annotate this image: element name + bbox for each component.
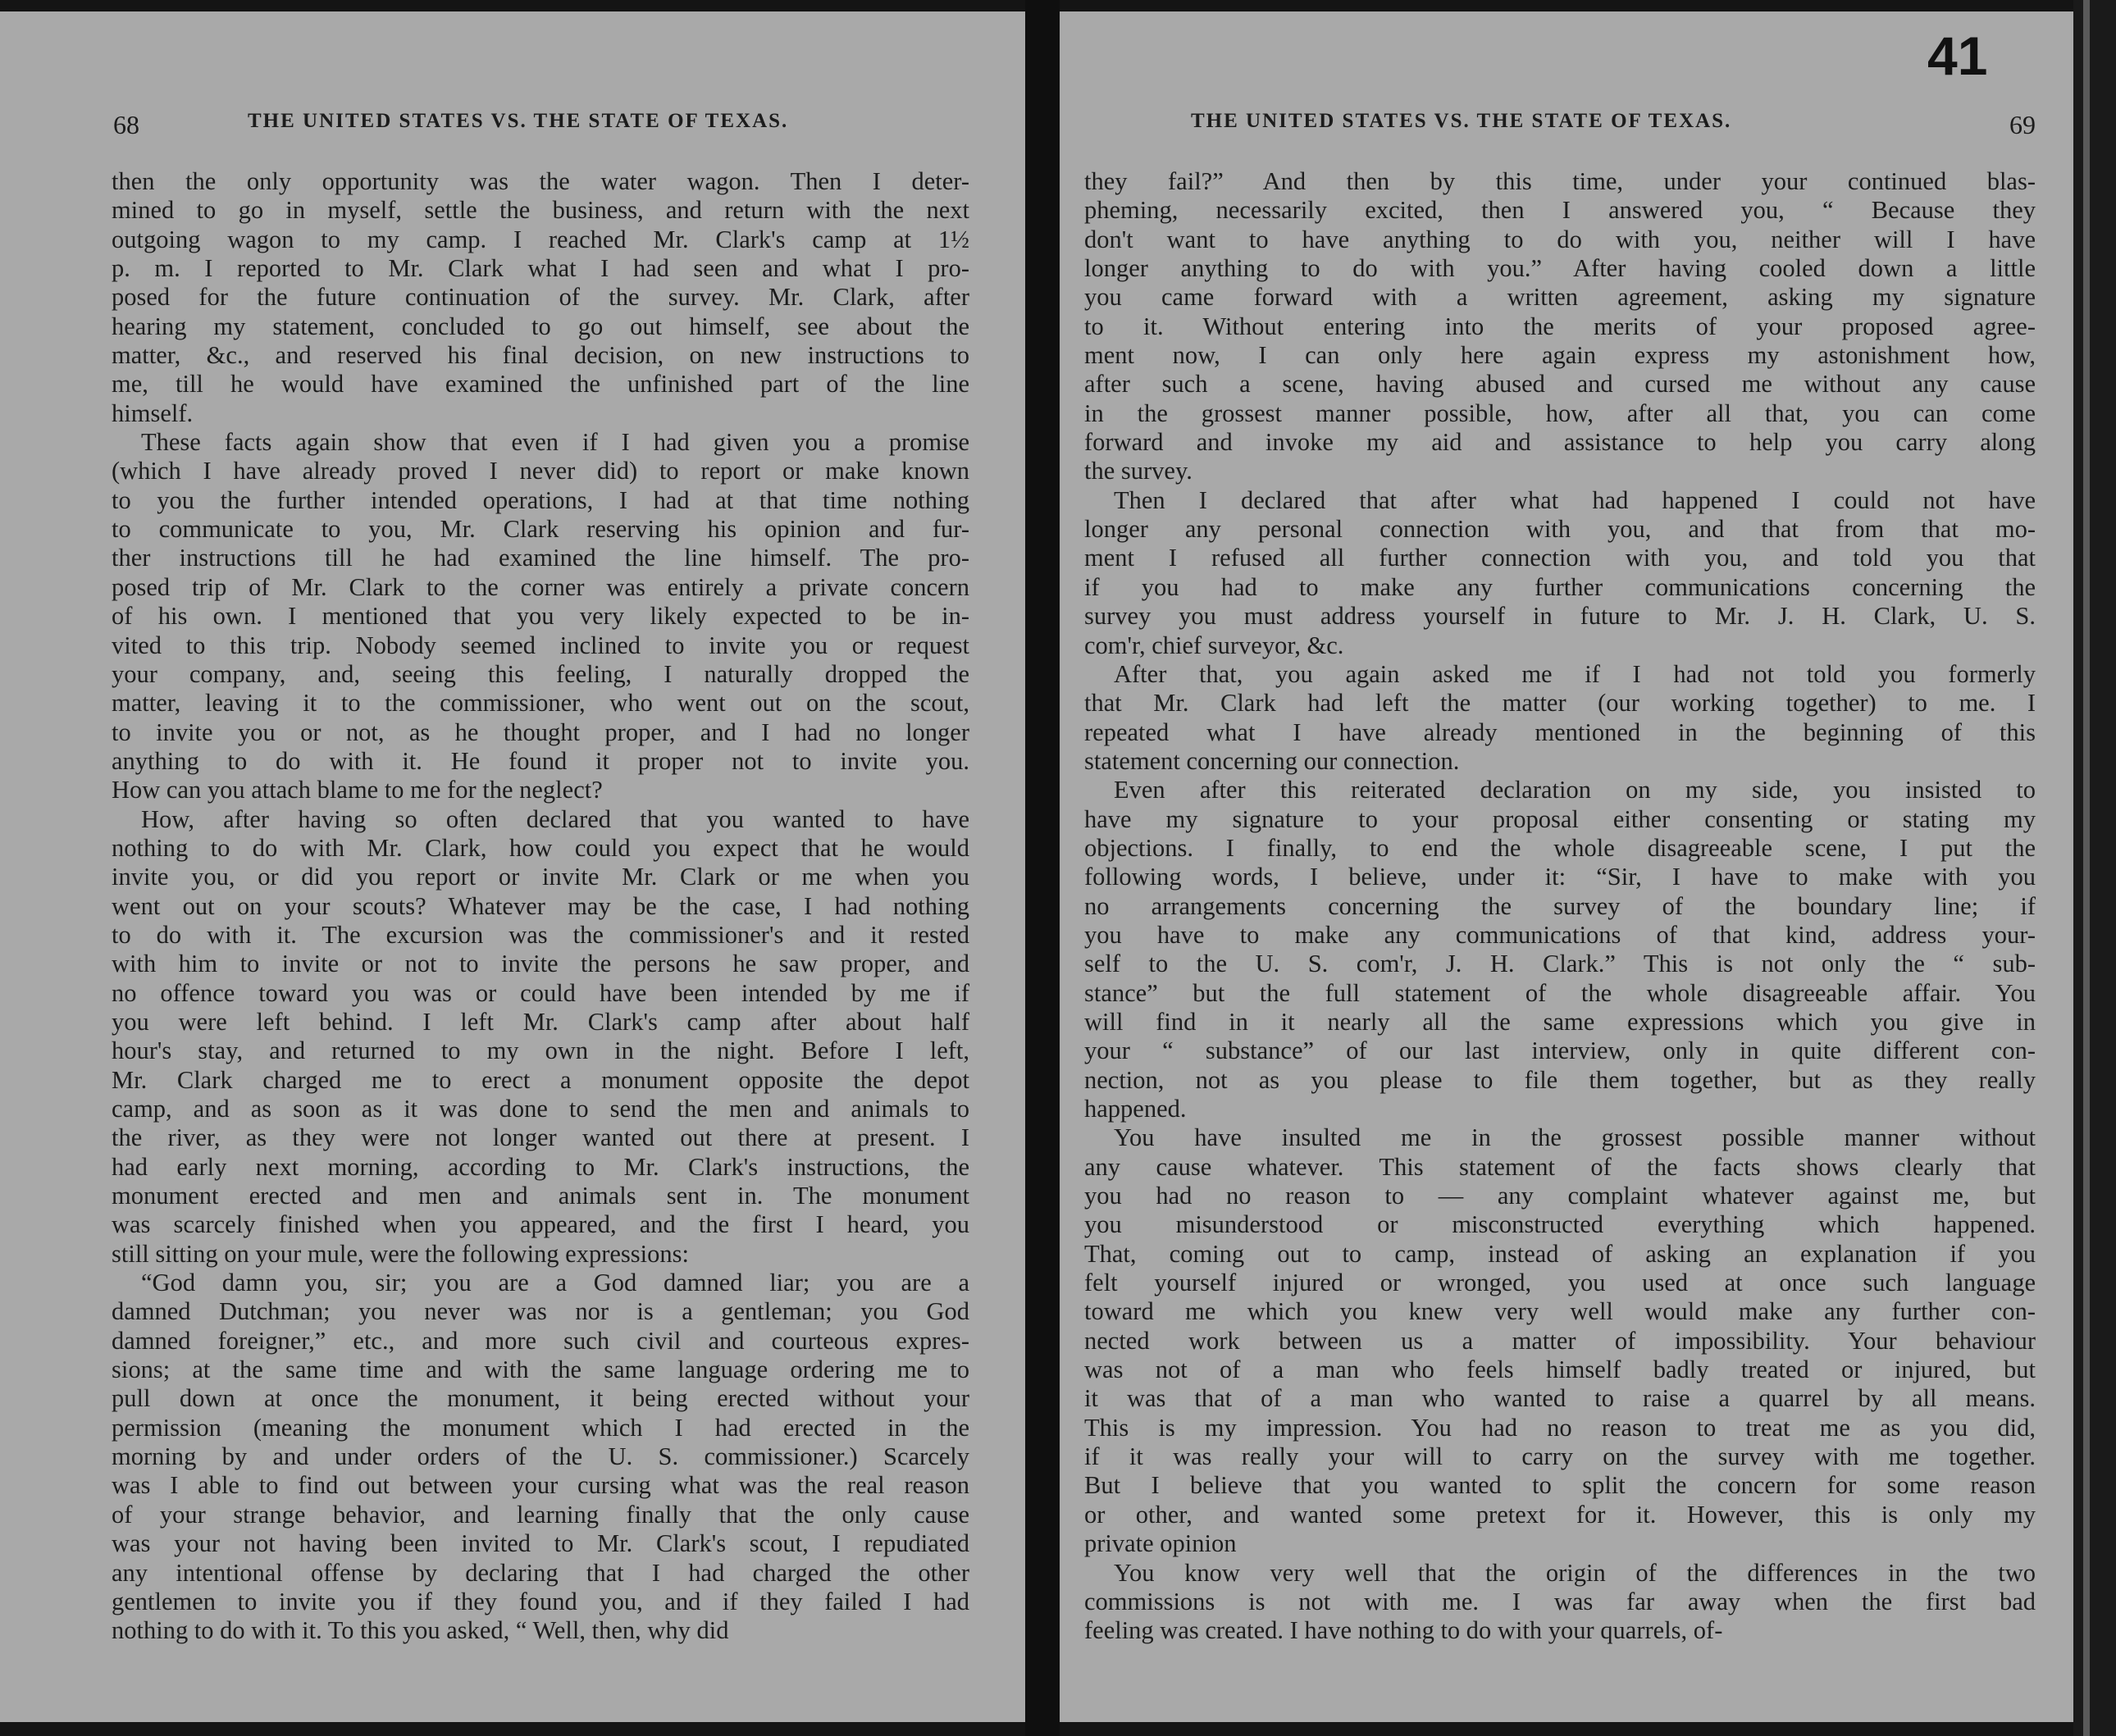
text-line: matter, &c., and reserved his final decision, on new instructions to <box>112 341 969 370</box>
text-line: objections. I finally, to end the whole disagreeable scene, I put the <box>1084 833 2036 862</box>
text-line: This is my impression. You had no reason to treat me as you did, <box>1084 1413 2036 1442</box>
text-line: Then I declared that after what had happened I could not have <box>1114 485 2036 514</box>
text-line: permission (meaning the monument which I had erected in the <box>112 1413 969 1442</box>
text-line: the river, as they were not longer wanted out there at present. I <box>112 1123 969 1152</box>
text-line: p. m. I reported to Mr. Clark what I had seen and what I pro- <box>112 254 969 283</box>
text-line: How can you attach blame to me for the neglect? <box>112 776 603 804</box>
text-line: was your not having been invited to Mr. Clark's scout, I repudiated <box>112 1529 969 1558</box>
text-line: after such a scene, having abused and cursed me without any cause <box>1084 370 2036 399</box>
text-line: have my signature to your proposal either consenting or stating my <box>1084 804 2036 833</box>
text-line: pull down at once the monument, it being erected without your <box>112 1384 969 1413</box>
text-line: mined to go in myself, settle the business, and return with the next <box>112 196 969 225</box>
text-line: damned foreigner,” etc., and more such civil and courteous expres- <box>112 1326 969 1355</box>
text-line: gentlemen to invite you if they found you, and if they failed I had <box>112 1587 969 1615</box>
text-line: damned Dutchman; you never was nor is a gentleman; you God <box>112 1297 969 1326</box>
text-line: How, after having so often declared that you wanted to have <box>141 804 969 833</box>
text-line: your company, and, seeing this feeling, I naturally dropped the <box>112 659 969 688</box>
text-line: no arrangements concerning the survey of the boundary line; if <box>1084 891 2036 920</box>
text-line: posed trip of Mr. Clark to the corner was entirely a private concern <box>112 572 969 601</box>
text-line: to it. Without entering into the merits of your proposed agree- <box>1084 312 2036 340</box>
text-line: matter, leaving it to the commissioner, who went out on the scout, <box>112 689 969 718</box>
text-line: morning by and under orders of the U. S. commissioner.) Scarcely <box>112 1442 969 1471</box>
text-line: monument erected and men and animals sent in. The monument <box>112 1182 969 1210</box>
text-line: posed for the future continuation of the survey. Mr. Clark, after <box>112 283 969 312</box>
text-line: in the grossest manner possible, how, after all that, you can come <box>1084 399 2036 427</box>
text-line: vited to this trip. Nobody seemed inclined to invite you or request <box>112 631 969 659</box>
text-line: survey you must address yourself in future to Mr. J. H. Clark, U. S. <box>1084 602 2036 631</box>
text-line: com'r, chief surveyor, &c. <box>1084 631 1344 659</box>
text-line: That, coming out to camp, instead of asking an explanation if you <box>1084 1239 2036 1268</box>
text-line: they fail?” And then by this time, under your continued blas- <box>1084 167 2036 195</box>
page-edge-strip <box>2083 0 2090 1736</box>
text-line: You have insulted me in the grossest possible manner without <box>1114 1123 2036 1152</box>
right-page-number: 69 <box>2009 110 2036 139</box>
right-body-text <box>1084 167 2036 1646</box>
text-line: forward and invoke my aid and assistance to help you carry along <box>1084 428 2036 457</box>
text-line: ment now, I can only here again express my astonishment how, <box>1084 341 2036 370</box>
text-line: You know very well that the origin of the differences in the two <box>1114 1558 2036 1587</box>
text-line: or other, and wanted some pretext for it. However, this is only my <box>1084 1500 2036 1529</box>
page-edge <box>2073 0 2116 1736</box>
text-line: to invite you or not, as he thought proper, and I had no longer <box>112 718 969 746</box>
text-line: still sitting on your mule, were the following expressions: <box>112 1239 689 1268</box>
text-line: following words, I believe, under it: “Sir, I have to make with you <box>1084 863 2036 891</box>
text-line: any cause whatever. This statement of the facts shows clearly that <box>1084 1152 2036 1181</box>
text-line: stance” but the full statement of the whole disagreeable affair. You <box>1084 978 2036 1007</box>
text-line: if you had to make any further communications concerning the <box>1084 572 2036 601</box>
text-line: repeated what I have already mentioned in the beginning of this <box>1084 718 2036 746</box>
text-line: to you the further intended operations, I had at that time nothing <box>112 485 969 514</box>
text-line: feeling was created. I have nothing to do with your quarrels, of- <box>1084 1616 1723 1645</box>
text-line: private opinion <box>1084 1529 1237 1558</box>
right-running-title: THE UNITED STATES VS. THE STATE OF TEXAS. <box>1191 110 1732 132</box>
text-line: will find in it nearly all the same expressions which you give in <box>1084 1007 2036 1036</box>
text-line: commissions is not with me. I was far away when the first bad <box>1084 1587 2036 1615</box>
text-line: with him to invite or not to invite the persons he saw proper, and <box>112 950 969 978</box>
left-running-title: THE UNITED STATES VS. THE STATE OF TEXAS. <box>248 110 789 132</box>
text-line: sions; at the same time and with the same language ordering me to <box>112 1356 969 1384</box>
text-line: you misunderstood or misconstructed everything which happened. <box>1084 1210 2036 1239</box>
text-line: that Mr. Clark had left the matter (our working together) to me. I <box>1084 689 2036 718</box>
text-line: don't want to have anything to do with you, neither will I have <box>1084 225 2036 253</box>
text-line: ment I refused all further connection with you, and told you that <box>1084 544 2036 572</box>
text-line: hour's stay, and returned to my own in the night. Before I left, <box>112 1037 969 1065</box>
left-page-number: 68 <box>113 110 139 139</box>
left-body-text <box>112 167 969 1646</box>
right-page <box>1060 11 2073 1722</box>
text-line: anything to do with it. He found it proper not to invite you. <box>112 746 969 775</box>
book-gutter <box>1025 0 1060 1736</box>
text-line: of his own. I mentioned that you very likely expected to be in- <box>112 602 969 631</box>
text-line: nothing to do with Mr. Clark, how could you expect that he would <box>112 833 969 862</box>
text-line: But I believe that you wanted to split the concern for some reason <box>1084 1471 2036 1500</box>
text-line: the survey. <box>1084 457 1193 485</box>
text-line: you came forward with a written agreement, asking my signature <box>1084 283 2036 312</box>
folio-mark: 41 <box>1927 25 1988 86</box>
text-line: you have to make any communications of that kind, address your- <box>1084 920 2036 949</box>
text-line: was I able to find out between your cursing what was the real reason <box>112 1471 969 1500</box>
text-line: was not of a man who feels himself badly treated or injured, but <box>1084 1356 2036 1384</box>
text-line: ther instructions till he had examined the line himself. The pro- <box>112 544 969 572</box>
text-line: Even after this reiterated declaration on my side, you insisted to <box>1114 776 2036 804</box>
left-page <box>0 11 1025 1722</box>
text-line: himself. <box>112 399 194 427</box>
text-line: pheming, necessarily excited, then I answered you, “ Because they <box>1084 196 2036 225</box>
text-line: camp, and as soon as it was done to send the men and animals to <box>112 1095 969 1123</box>
text-line: no offence toward you was or could have been intended by me if <box>112 978 969 1007</box>
text-line: nected work between us a matter of impossibility. Your behaviour <box>1084 1326 2036 1355</box>
text-line: longer anything to do with you.” After having cooled down a little <box>1084 254 2036 283</box>
text-line: if it was really your will to carry on the survey with me together. <box>1084 1442 2036 1471</box>
text-line: went out on your scouts? Whatever may be the case, I had nothing <box>112 891 969 920</box>
text-line: was scarcely finished when you appeared, and the first I heard, you <box>112 1210 969 1239</box>
text-line: of your strange behavior, and learning finally that the only cause <box>112 1500 969 1529</box>
text-line: hearing my statement, concluded to go out himself, see about the <box>112 312 969 340</box>
text-line: your “ substance” of our last interview, only in quite different con- <box>1084 1037 2036 1065</box>
text-line: to do with it. The excursion was the commissioner's and it rested <box>112 920 969 949</box>
text-line: After that, you again asked me if I had not told you formerly <box>1114 659 2036 688</box>
text-line: nothing to do with it. To this you asked, “ Well, then, why did <box>112 1616 729 1645</box>
text-line: any intentional offense by declaring that I had charged the other <box>112 1558 969 1587</box>
text-line: you were left behind. I left Mr. Clark's camp after about half <box>112 1007 969 1036</box>
text-line: “God damn you, sir; you are a God damned liar; you are a <box>141 1269 969 1297</box>
text-line: happened. <box>1084 1095 1187 1123</box>
text-line: then the only opportunity was the water wagon. Then I deter- <box>112 167 969 195</box>
text-line: outgoing wagon to my camp. I reached Mr. Clark's camp at 1½ <box>112 225 969 253</box>
text-line: it was that of a man who wanted to raise a quarrel by all means. <box>1084 1384 2036 1413</box>
text-line: longer any personal connection with you, and that from that mo- <box>1084 515 2036 544</box>
text-line: you had no reason to — any complaint whatever against me, but <box>1084 1182 2036 1210</box>
text-line: invite you, or did you report or invite Mr. Clark or me when you <box>112 863 969 891</box>
text-line: felt yourself injured or wronged, you used at once such language <box>1084 1269 2036 1297</box>
text-line: self to the U. S. com'r, J. H. Clark.” This is not only the “ sub- <box>1084 950 2036 978</box>
text-line: Mr. Clark charged me to erect a monument opposite the depot <box>112 1065 969 1094</box>
text-line: (which I have already proved I never did) to report or make known <box>112 457 969 485</box>
text-line: had early next morning, according to Mr. Clark's instructions, the <box>112 1152 969 1181</box>
text-line: me, till he would have examined the unfinished part of the line <box>112 370 969 399</box>
text-line: to communicate to you, Mr. Clark reserving his opinion and fur- <box>112 515 969 544</box>
text-line: statement concerning our connection. <box>1084 746 1460 775</box>
text-line: These facts again show that even if I had given you a promise <box>141 428 969 457</box>
text-line: toward me which you knew very well would make any further con- <box>1084 1297 2036 1326</box>
text-line: nection, not as you please to file them together, but as they really <box>1084 1065 2036 1094</box>
